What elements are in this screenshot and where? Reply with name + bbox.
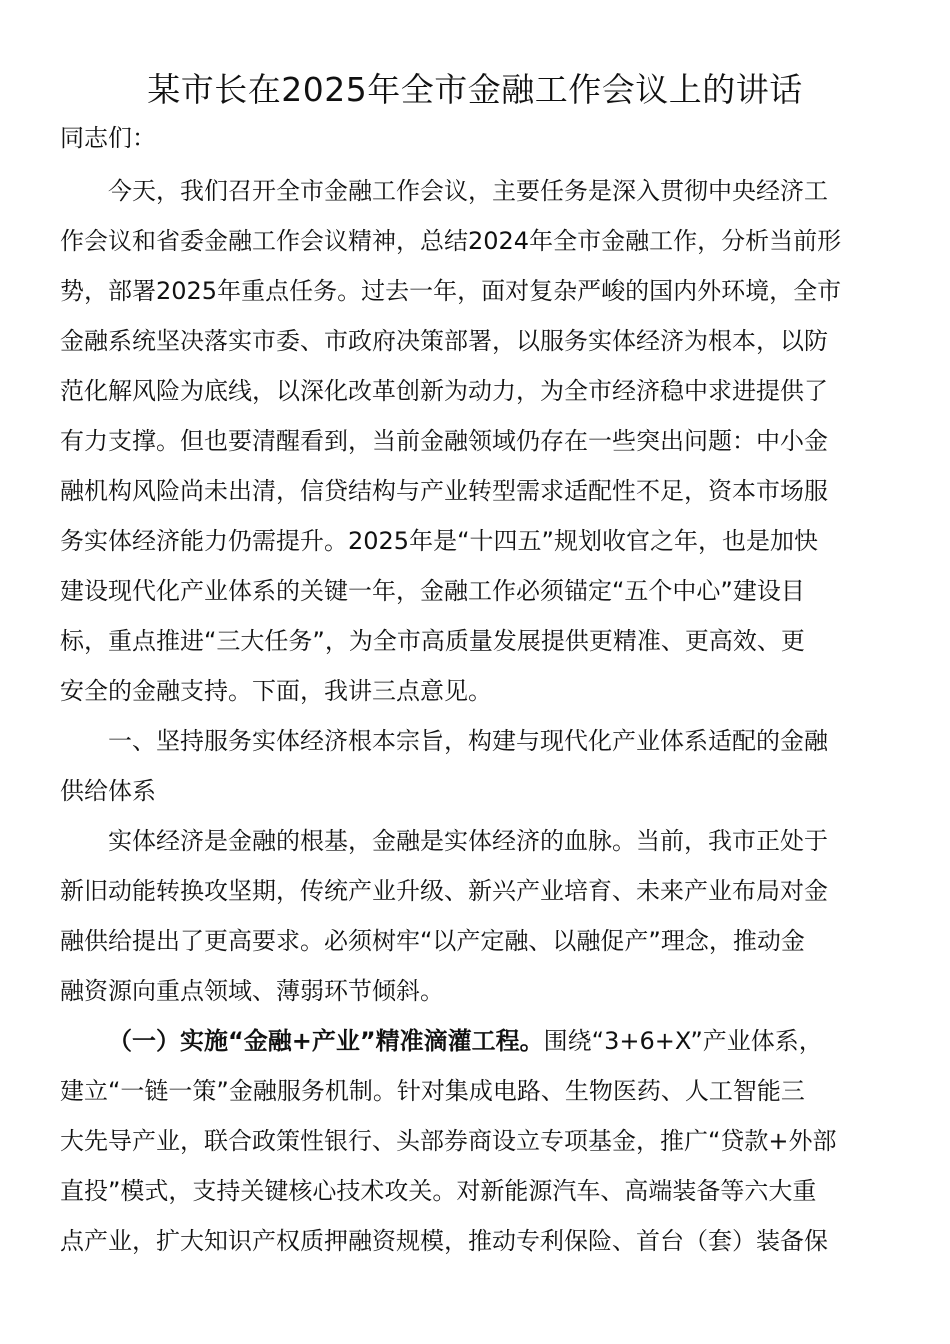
subsection-heading: （一）实施“金融+产业”精准滴灌工程。 xyxy=(108,1027,544,1055)
paragraph-line: 直投”模式，支持关键核心技术攻关。对新能源汽车、高端装备等六大重 xyxy=(60,1177,817,1205)
paragraph-line: 点产业，扩大知识产权质押融资规模，推动专利保险、首台（套）装备保 xyxy=(60,1227,828,1255)
document-title: 某市长在2025年全市金融工作会议上的讲话 xyxy=(147,70,803,109)
paragraph-line: 融供给提出了更高要求。必须树牢“以产定融、以融促产”理念，推动金 xyxy=(60,927,805,955)
salutation: 同志们： xyxy=(60,124,156,152)
paragraph-line: 大先导产业，联合政策性银行、头部券商设立专项基金，推广“贷款+外部 xyxy=(60,1127,837,1155)
section-heading-line: 一、坚持服务实体经济根本宗旨，构建与现代化产业体系适配的金融 xyxy=(108,727,828,755)
paragraph-line: 范化解风险为底线，以深化改革创新为动力，为全市经济稳中求进提供了 xyxy=(60,377,828,405)
subsection-text: 围绕“3+6+X”产业体系， xyxy=(543,1027,823,1055)
paragraph-line: 金融系统坚决落实市委、市政府决策部署，以服务实体经济为根本，以防 xyxy=(60,327,828,355)
paragraph-line: 有力支撑。但也要清醒看到，当前金融领域仍存在一些突出问题：中小金 xyxy=(60,427,828,455)
paragraph-line: 作会议和省委金融工作会议精神，总结2024年全市金融工作，分析当前形 xyxy=(60,227,842,255)
document-body xyxy=(60,166,890,1266)
paragraph-line: 新旧动能转换攻坚期，传统产业升级、新兴产业培育、未来产业布局对金 xyxy=(60,877,828,905)
paragraph-line: 实体经济是金融的根基，金融是实体经济的血脉。当前，我市正处于 xyxy=(108,827,828,855)
section-heading-line: 供给体系 xyxy=(60,777,156,805)
paragraph-line: 势，部署2025年重点任务。过去一年，面对复杂严峻的国内外环境，全市 xyxy=(60,277,842,305)
paragraph-line: 标，重点推进“三大任务”，为全市高质量发展提供更精准、更高效、更 xyxy=(60,627,805,655)
paragraph-line: 建立“一链一策”金融服务机制。针对集成电路、生物医药、人工智能三 xyxy=(60,1077,805,1105)
subsection-line xyxy=(60,1016,890,1066)
paragraph-line: 今天，我们召开全市金融工作会议，主要任务是深入贯彻中央经济工 xyxy=(108,177,828,205)
paragraph-line: 融机构风险尚未出清，信贷结构与产业转型需求适配性不足，资本市场服 xyxy=(60,477,828,505)
paragraph-line: 融资源向重点领域、薄弱环节倾斜。 xyxy=(60,977,444,1005)
paragraph-line: 务实体经济能力仍需提升。2025年是“十四五”规划收官之年，也是加快 xyxy=(60,527,818,555)
paragraph-line: 安全的金融支持。下面，我讲三点意见。 xyxy=(60,677,492,705)
paragraph-line: 建设现代化产业体系的关键一年，金融工作必须锚定“五个中心”建设目 xyxy=(60,577,805,605)
